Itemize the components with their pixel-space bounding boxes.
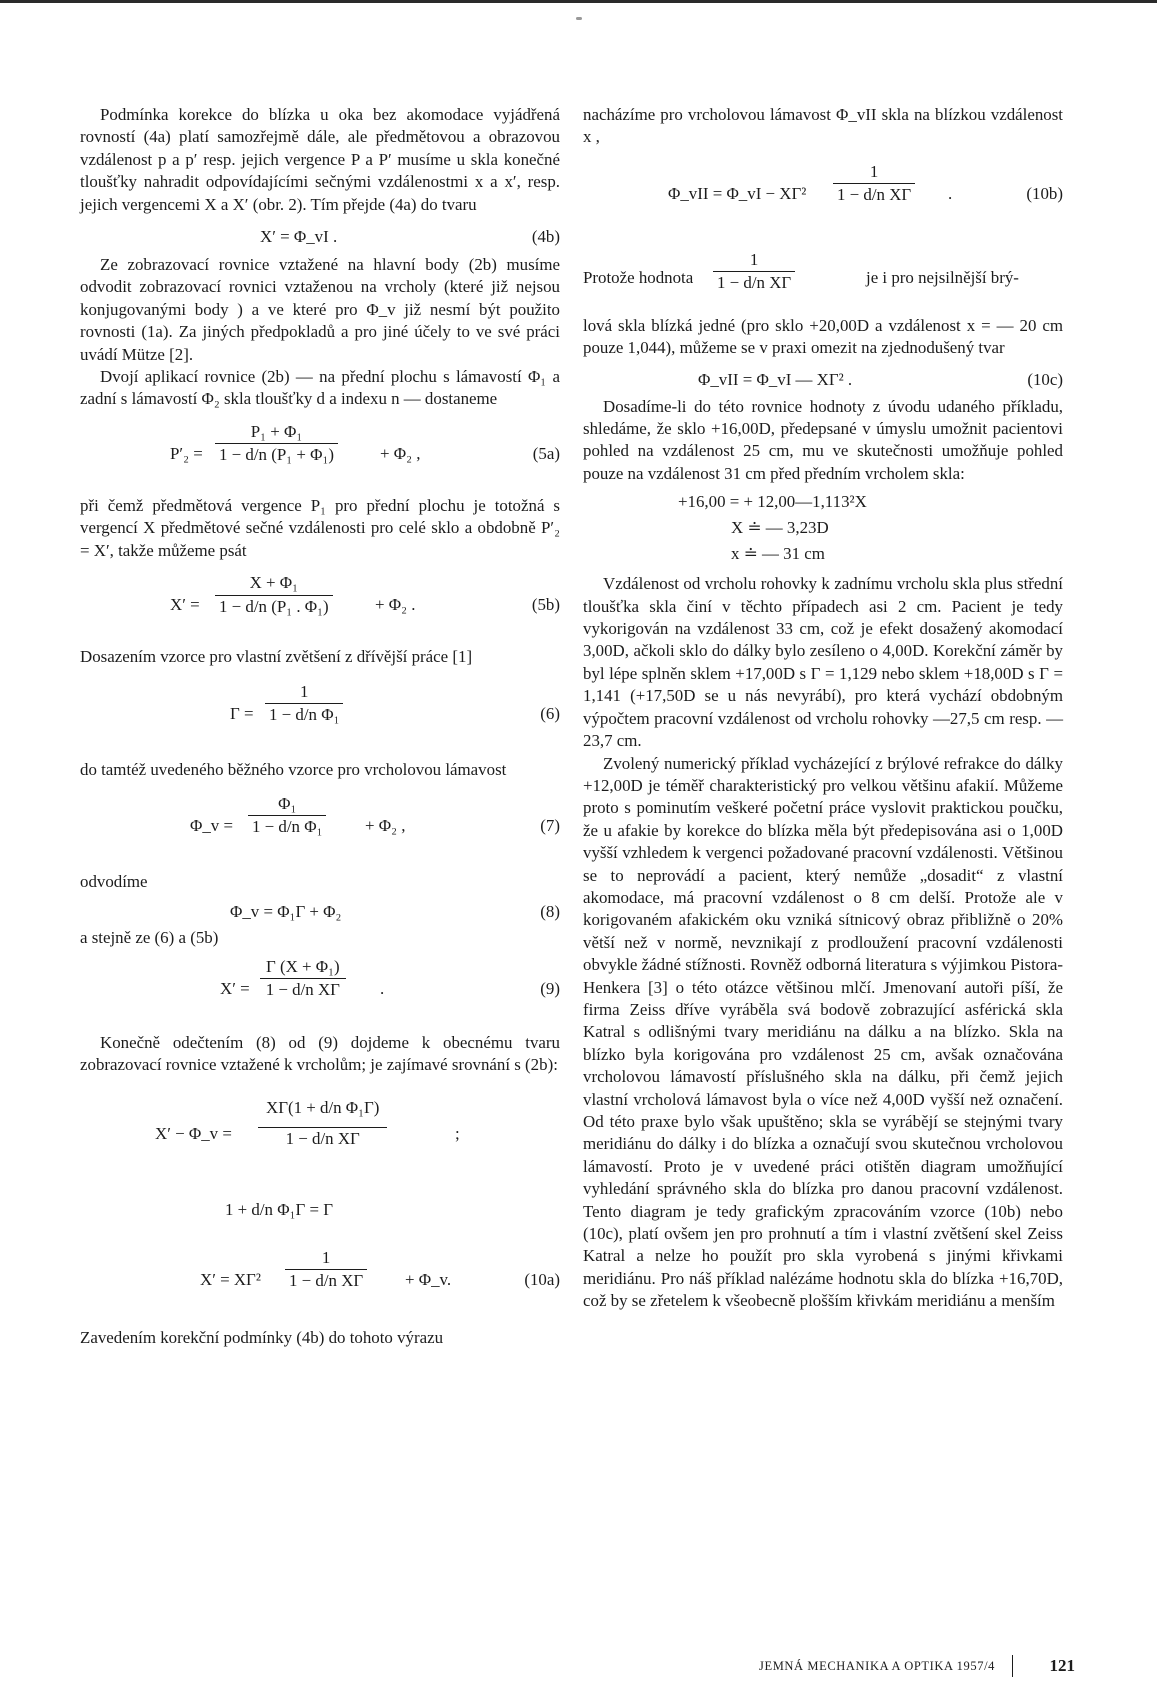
equation-lhs: X′ = (220, 978, 250, 998)
fraction-denominator: 1 − d/n XΓ (285, 1128, 360, 1148)
equation-fraction (215, 572, 333, 618)
inline-fraction (713, 249, 795, 295)
fraction-denominator: 1 − d/n Φ₁ (269, 704, 340, 724)
calculation-line (583, 543, 1063, 573)
paragraph: Vzdálenost od vrcholu rohovky k zadnímu vrcholu skla plus střední tloušťka skla činí v těchto případech asi 2 cm. Pacient je tedy vykorigován na vzdálenost 33 cm, což je efekt dosažený akomodací 3,00D, ačkoli sklo do dálky bylo zesíleno o 4,00D. Korekční záměr by byl lépe splněn sklem +17,00D s Γ = 1,129 nebo sklem +18,00D s Γ = 1,141 (+17,50D se u nás nevyrábí), pro která vychází obdobným výpočtem pracovní vzdálenost od vrcholu rohovky —27,5 cm resp. —23,7 cm. (583, 574, 1063, 751)
fraction-denominator: 1 − d/n XΓ (717, 273, 792, 293)
paragraph: nacházíme pro vrcholovou lámavost Φ_vII skla na blízkou vzdálenost x , (583, 105, 1063, 147)
fraction-denominator: 1 − d/n (P₁ . Φ₁) (219, 596, 329, 616)
equation-lhs: X′ = (170, 595, 200, 615)
equation-rhs: + Φ₂ , (365, 815, 406, 835)
footer-divider (1012, 1655, 1013, 1677)
fraction-denominator: 1 − d/n XΓ (289, 1270, 364, 1290)
page-number: 121 (1049, 1656, 1075, 1675)
equation-number: (9) (540, 978, 560, 998)
paragraph: Zavedením korekční podmínky (4b) do tohoto výrazu (80, 1327, 444, 1347)
paragraph: Zvolený numerický příklad vycházející z brýlové refrakce do dálky +12,00D je téměř charakteristický pro velkou většinu afakií. Můžeme proto s pominutím veškeré početní práce vyslovit praktickou poučku, že u afakie by korekce do blízka měla být předepisována asi o 1,00D vyšší vzhledem k vergenci požadované pracovní vzdálenosti. Většinou se to neprovádí a pacient, který nemůže „dosadit“ z vlastní akomodace, má pracovní vzdálenost o 8 cm delší. Protože ale v korigovaném afakickém oku vzniká sítnicový obraz přibližně o 20% větší než v normě, nevznikají z prodloužení pracovní vzdálenosti obvykle žádné stížnosti. Rovněž odborná literatura s výjimkou Pistora-Henkera [3] o této otázce většinou mlčí. Jmenovaní autoři píší, že firma Zeiss dříve vyráběla svá bodově zobrazující asférická skla Katral s odlišnými tvary meridiánu na dálku a na blízko. Skla na blízko byla korigována pro vzdálenost 25 cm, avšak označována vrcholovou lámavostí příslušného skla na dálku, při čemž jejich vlastní vrcholová lámavost byla o více než 4,00D vyšší než označení. Od této praxe bylo však upuštěno; skla se vyrábějí se stejnými tvary meridiánu do dálky i do blízka a označují svou skutečnou vrcholovou lámavostí. Proto je v uvedené práci otištěn diagram umožňující vyhledání správného skla do blízka pro danou pracovní vzdálenost. Tento diagram je tedy grafickým zpracováním vzorce (10b) nebo (10c), platí ovšem jen pro prohnutí a tím i vlastní zvětšení skel Zeiss Katral a nelze ho použít pro skla vyrobená s jinými křivkami meridiánu. Pro náš příklad nalézáme hodnotu skla do blízka +16,70D, což by se zřetelem k všeobecně plošším křivkám meridiánu a menším (583, 753, 1063, 1311)
equation-lhs: X′ − Φ_v = (155, 1123, 232, 1143)
equation-fraction (248, 793, 326, 839)
equation-expr: 1 + d/n Φ₁Γ = Γ (225, 1199, 333, 1219)
calculation-text: X ≐ — 3,23D (731, 518, 829, 538)
equation-7 (80, 787, 560, 871)
fraction-numerator: Φ₁ (248, 793, 326, 816)
paragraph: lová skla blízká jedné (pro sklo +20,00D a vzdálenost x = — 20 cm pouze 1,044), můžeme se v praxi omezit na zjednodušený tvar (583, 315, 1063, 358)
paragraph: Dosazením vzorce pro vlastní zvětšení z dřívější práce [1] (80, 647, 473, 667)
calculation-text: +16,00 = + 12,00—1,113²X (678, 492, 867, 512)
right-column (583, 104, 1063, 1313)
equation-fraction (258, 1091, 387, 1151)
equation-vertex-relation (80, 1085, 560, 1183)
fraction-numerator: XΓ(1 + d/n Φ₁Γ) (258, 1091, 387, 1128)
paragraph: Podmínka korekce do blízka u oka bez akomodace vyjádřená rovností (4a) platí samozřejmě dále, ale předmětovou a obrazovou vzdálenost p a p′ resp. jejich vergence P a P′ musíme u skla konečné tloušťky nahradit odpovídajícími sečnými vzdálenostmi x a x′, resp. jejich vergencemi X a X′ (obr. 2). Tím přejde (4a) do tvaru (80, 105, 560, 214)
paragraph: Dosadíme-li do této rovnice hodnoty z úvodu udaného příkladu, shledáme, že sklo +16,00D, předepsané v úmyslu umožnit pacientovi pohled na vzdálenost 25 cm, mu ve skutečnosti umožňuje pohled pouze na vzdálenost 31 cm před předním vrcholem skla: (583, 396, 1063, 483)
page-footer (700, 1655, 1075, 1679)
equation-lhs: Φ_vII = Φ_vI − XΓ² (668, 183, 807, 203)
equation-fraction (265, 681, 343, 727)
equation-rhs: . (948, 183, 953, 203)
paragraph: Ze zobrazovací rovnice vztažené na hlavní body (2b) musíme odvodit zobrazovací rovnici vztaženou na vrcholy (které již nejsou konjugovanými body ) a ve které pro Φ_v již nesmí být použito rovnosti (1a). Za jiných předpokladů a pro jiné účely to ve své práci uvádí Mütze [2]. (80, 255, 560, 364)
fraction-denominator: 1 − d/n (P₁ + Φ₁) (219, 445, 334, 465)
equation-9 (80, 952, 560, 1032)
inline-fraction-line (583, 249, 1063, 315)
equation-expr: Φ_vII = Φ_vI — XΓ² . (698, 369, 853, 389)
fraction-numerator: 1 (265, 681, 343, 704)
equation-lhs: Γ = (230, 703, 254, 723)
equation-fraction (285, 1247, 367, 1293)
equation-rhs: + Φ₂ , (380, 443, 421, 463)
equation-rhs: ; (455, 1123, 460, 1143)
fraction-numerator: P₁ + Φ₁ (215, 421, 338, 444)
paragraph: a stejně ze (6) a (5b) (80, 928, 219, 948)
equation-5b (80, 568, 560, 646)
calculation-text: x ≐ — 31 cm (731, 544, 825, 564)
text-fragment: je i pro nejsilnější brý- (866, 267, 1019, 287)
equation-lhs: Φ_v = (190, 815, 233, 835)
equation-rhs: + Φ_v. (405, 1269, 452, 1289)
equation-6 (80, 675, 560, 759)
paragraph: Konečně odečtením (8) od (9) dojdeme k obecnému tvaru zobrazovací rovnice vztažené k vrcholům; je zajímavé srovnání s (2b): (80, 1032, 560, 1075)
equation-10b (583, 155, 1063, 243)
fraction-denominator: 1 − d/n XΓ (265, 980, 340, 1000)
equation-rhs: . (380, 978, 385, 998)
fraction-numerator: Γ (X + Φ₁) (260, 956, 346, 979)
fraction-denominator: 1 − d/n XΓ (837, 185, 912, 205)
fraction-numerator: 1 (285, 1247, 367, 1270)
equation-fraction (215, 421, 338, 467)
equation-number: (4b) (531, 227, 560, 247)
equation-number: (8) (540, 902, 560, 922)
fraction-numerator: 1 (833, 161, 915, 184)
print-speck (576, 17, 582, 20)
equation-gamma-identity (80, 1187, 560, 1233)
paragraph: Dvojí aplikací rovnice (2b) — na přední plochu s lámavostí Φ₁ a zadní s lámavostí Φ₂ skla tloušťky d a indexu n — dostaneme (80, 367, 560, 409)
equation-8 (80, 897, 560, 927)
equation-number: (6) (540, 703, 560, 723)
equation-number: (5b) (531, 595, 560, 615)
equation-number: (10c) (1027, 369, 1063, 389)
equation-fraction (833, 161, 915, 207)
fraction-numerator: X + Φ₁ (215, 572, 333, 595)
equation-lhs: P′₂ = (170, 443, 203, 463)
paragraph: při čemž předmětová vergence P₁ pro přední plochu je totožná s vergencí X předmětové sečné vzdálenosti pro celé sklo a obdobně P′₂ = X′, takže můžeme psát (80, 495, 560, 560)
equation-number: (10b) (1026, 183, 1063, 203)
left-column (80, 104, 560, 1349)
equation-5a (80, 417, 560, 495)
calculation-line (583, 491, 1063, 517)
fraction-numerator: 1 (713, 249, 795, 272)
equation-4b (80, 220, 560, 254)
equation-rhs: + Φ₂ . (375, 595, 416, 615)
equation-number: (5a) (532, 443, 560, 463)
top-rule (0, 0, 1157, 3)
equation-number: (10a) (524, 1269, 560, 1289)
equation-10c (583, 364, 1063, 396)
equation-expr: X′ = Φ_vI . (260, 227, 338, 247)
equation-10a (80, 1241, 560, 1327)
equation-lhs: X′ = XΓ² (200, 1269, 261, 1289)
paragraph: do tamtéž uvedeného běžného vzorce pro vrcholovou lámavost (80, 759, 507, 779)
journal-name: JEMNÁ MECHANIKA A OPTIKA 1957/4 (759, 1659, 995, 1673)
calculation-line (583, 517, 1063, 543)
equation-expr: Φ_v = Φ₁Γ + Φ₂ (230, 902, 342, 922)
equation-fraction (260, 956, 346, 1002)
paragraph: odvodíme (80, 871, 148, 891)
equation-number: (7) (540, 815, 560, 835)
fraction-denominator: 1 − d/n Φ₁ (252, 817, 323, 837)
text-fragment: Protože hodnota (583, 267, 694, 287)
